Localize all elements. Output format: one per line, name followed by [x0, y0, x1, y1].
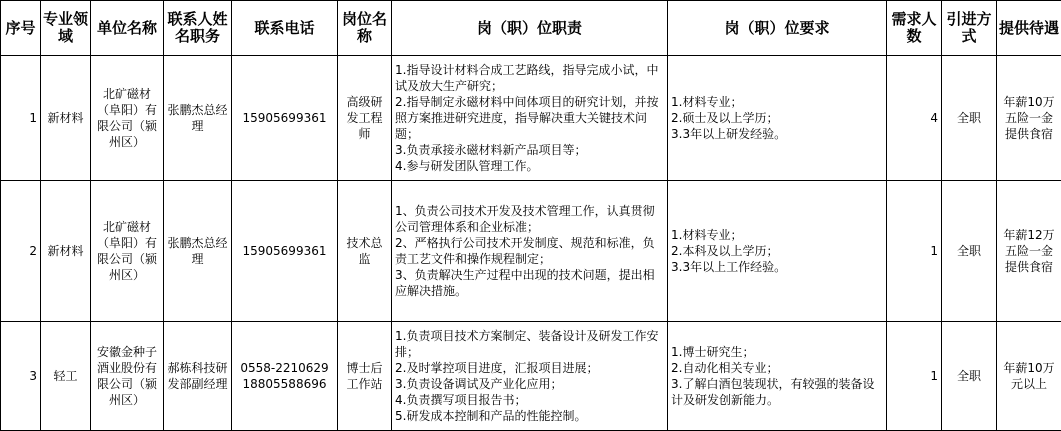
- cell-duties: [392, 56, 668, 181]
- cell-method: 全职: [942, 56, 997, 181]
- table-row: [1, 56, 1061, 181]
- header-method: 引进方式: [942, 1, 997, 56]
- header-contact: 联系人姓名职务: [164, 1, 232, 56]
- cell-duties: [392, 322, 668, 431]
- cell-phone: [232, 181, 338, 322]
- cell-requirements: [668, 181, 887, 322]
- header-index: 序号: [1, 1, 41, 56]
- phone-number: 15905699361: [235, 110, 334, 126]
- header-duties: 岗（职）位职责: [392, 1, 668, 56]
- requirement-item: 2.硕士及以上学历；: [671, 110, 883, 126]
- duty-item: 3.负责设备调试及产业化应用；: [395, 376, 664, 392]
- header-position: 岗位名称: [338, 1, 392, 56]
- duty-item: 1.指导设计材料合成工艺路线，指导完成小试，中试及放大生产研究；: [395, 62, 664, 94]
- cell-contact: 张鹏杰总经理: [164, 181, 232, 322]
- cell-company: 安徽金种子酒业股份有限公司（颍州区）: [91, 322, 164, 431]
- duty-item: 2.指导制定永磁材料中间体项目的研究计划，并按照方案推进研究进度，指导解决重大关键技术问题；: [395, 94, 664, 142]
- cell-company: 北矿磁材（阜阳）有限公司（颍州区）: [91, 56, 164, 181]
- cell-field: 新材料: [41, 181, 91, 322]
- requirement-item: 2.本科及以上学历；: [671, 243, 883, 259]
- cell-company: 北矿磁材（阜阳）有限公司（颍州区）: [91, 181, 164, 322]
- requirement-item: 3.了解白酒包装现状，有较强的装备设计及研发创新能力。: [671, 376, 883, 408]
- duty-item: 1.负责项目技术方案制定、装备设计及研发工作安排；: [395, 328, 664, 360]
- duty-item: 4.负责撰写项目报告书；: [395, 392, 664, 408]
- cell-field: 轻工: [41, 322, 91, 431]
- header-phone: 联系电话: [232, 1, 338, 56]
- header-benefits: 提供待遇: [997, 1, 1061, 56]
- cell-phone: [232, 56, 338, 181]
- cell-index: 3: [1, 322, 41, 431]
- requirement-item: 2.自动化相关专业；: [671, 360, 883, 376]
- duty-item: 3、负责解决生产过程中出现的技术问题，提出相应解决措施。: [395, 267, 664, 299]
- table-row: [1, 322, 1061, 431]
- requirement-item: 1.博士研究生；: [671, 344, 883, 360]
- header-company: 单位名称: [91, 1, 164, 56]
- cell-requirements: [668, 56, 887, 181]
- phone-number: 15905699361: [235, 243, 334, 259]
- cell-headcount: 1: [887, 181, 942, 322]
- duty-item: 5.研发成本控制和产品的性能控制。: [395, 408, 664, 424]
- cell-position: 博士后工作站: [338, 322, 392, 431]
- cell-requirements: [668, 322, 887, 431]
- cell-index: 2: [1, 181, 41, 322]
- header-row: [1, 1, 1061, 56]
- cell-headcount: 4: [887, 56, 942, 181]
- cell-method: 全职: [942, 181, 997, 322]
- cell-duties: [392, 181, 668, 322]
- cell-position: 技术总监: [338, 181, 392, 322]
- phone-number: 0558-2210629: [235, 360, 334, 376]
- requirement-item: 3.3年以上工作经验。: [671, 259, 883, 275]
- cell-contact: 张鹏杰总经理: [164, 56, 232, 181]
- header-requirements: 岗（职）位要求: [668, 1, 887, 56]
- duty-item: 2、严格执行公司技术开发制度、规范和标准，负责工艺文件和操作规程制定；: [395, 235, 664, 267]
- requirement-item: 1.材料专业；: [671, 94, 883, 110]
- cell-benefits: 年薪10万五险一金提供食宿: [997, 56, 1061, 181]
- cell-method: 全职: [942, 322, 997, 431]
- header-headcount: 需求人数: [887, 1, 942, 56]
- cell-benefits: 年薪12万五险一金提供食宿: [997, 181, 1061, 322]
- cell-position: 高级研发工程师: [338, 56, 392, 181]
- cell-contact: 郝栋科技研发部副经理: [164, 322, 232, 431]
- duty-item: 2.及时掌控项目进度，汇报项目进展；: [395, 360, 664, 376]
- requirement-item: 3.3年以上研发经验。: [671, 126, 883, 142]
- duty-item: 3.负责承接永磁材料新产品项目等；: [395, 142, 664, 158]
- table-row: [1, 181, 1061, 322]
- phone-number: 18805588696: [235, 376, 334, 392]
- cell-benefits: 年薪10万元以上: [997, 322, 1061, 431]
- duty-item: 4.参与研发团队管理工作。: [395, 158, 664, 174]
- cell-index: 1: [1, 56, 41, 181]
- cell-headcount: 1: [887, 322, 942, 431]
- cell-phone: [232, 322, 338, 431]
- requirement-item: 1.材料专业；: [671, 227, 883, 243]
- duty-item: 1、负责公司技术开发及技术管理工作，认真贯彻公司管理体系和企业标准；: [395, 203, 664, 235]
- header-field: 专业领域: [41, 1, 91, 56]
- cell-field: 新材料: [41, 56, 91, 181]
